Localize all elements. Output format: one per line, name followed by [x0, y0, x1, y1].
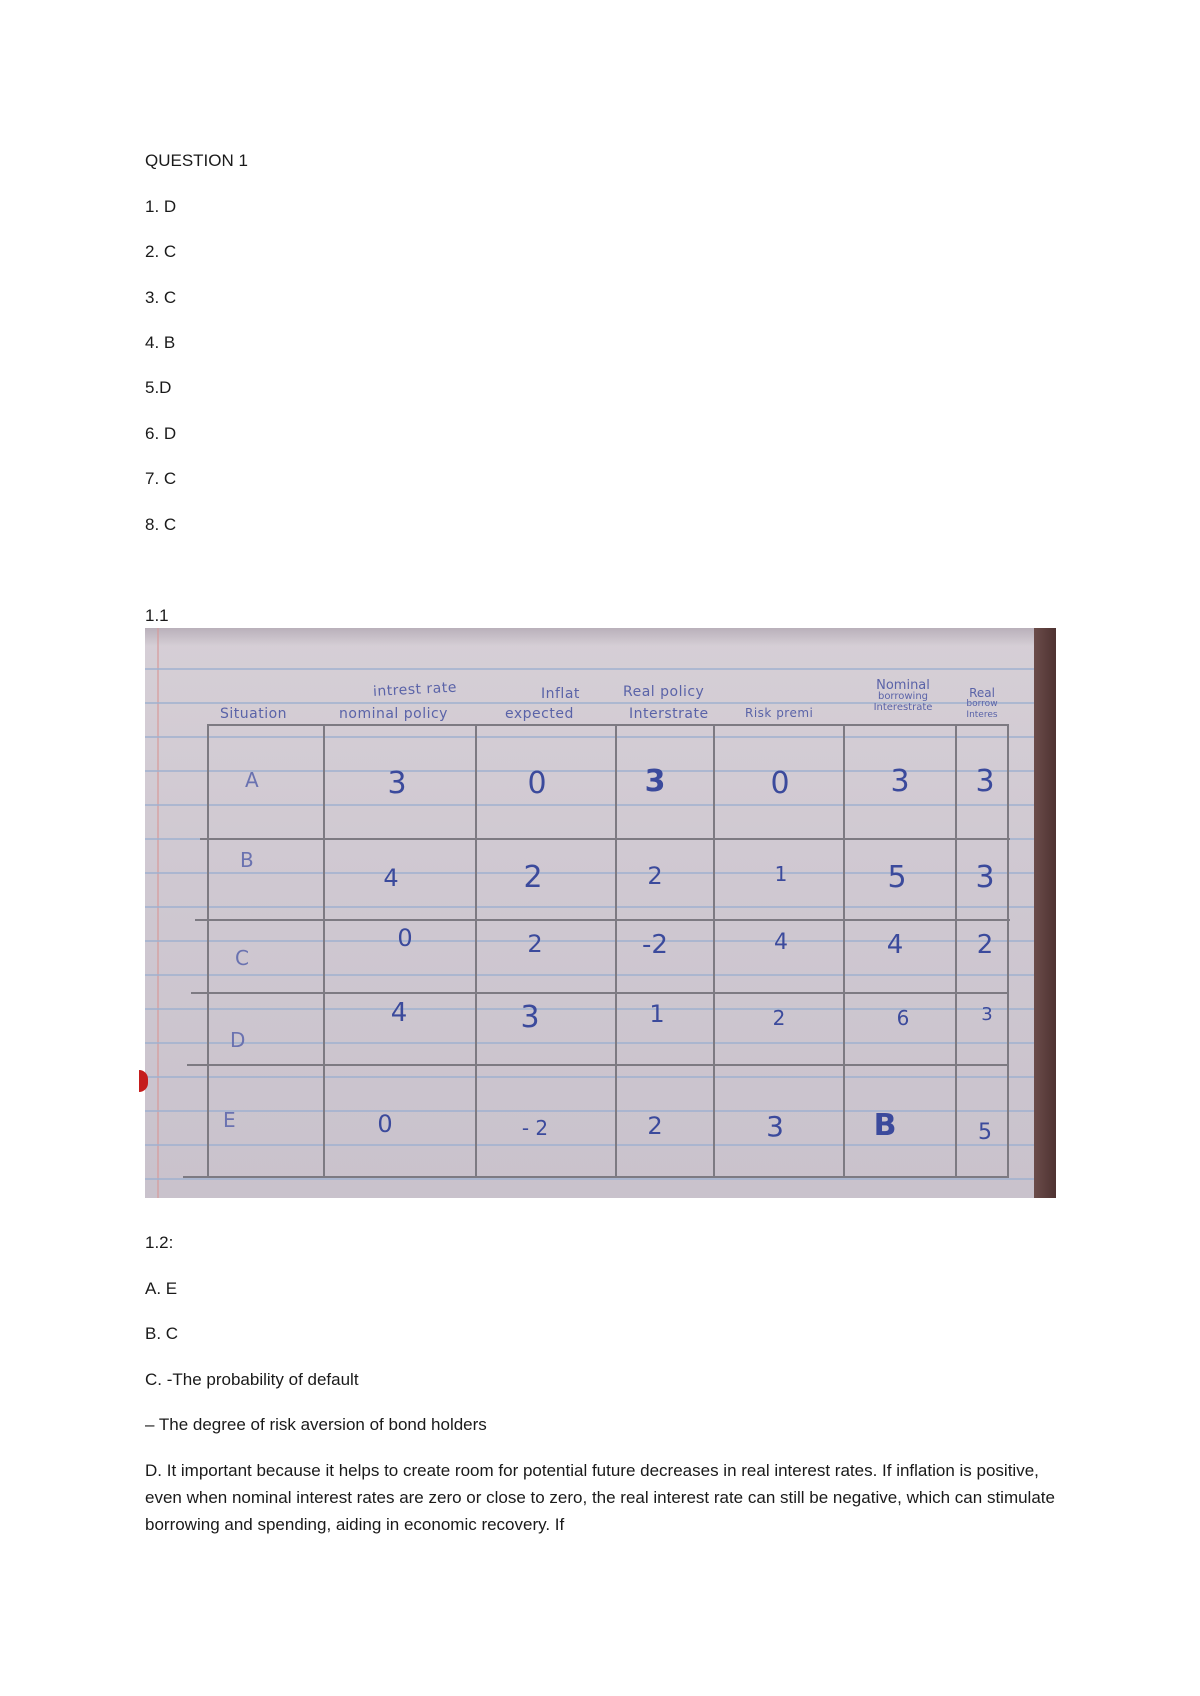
cell-d-1: 4 [390, 998, 408, 1028]
question-heading: QUESTION 1 [145, 151, 248, 170]
paper-shadow [145, 628, 1056, 646]
header-nominal-policy: nominal policy [339, 706, 448, 722]
answer-item: 8. C [145, 515, 177, 534]
answer-item: 5.D [145, 378, 172, 397]
cell-c-4: 4 [774, 930, 788, 955]
cell-c-1: 0 [397, 924, 413, 952]
cell-a-4: 0 [770, 766, 790, 801]
cell-e-5: B [873, 1108, 897, 1143]
cell-b-4: 1 [774, 862, 788, 886]
header-interest-rate: intrest rate [372, 679, 458, 700]
table-edge [1034, 628, 1056, 1198]
answer-item: 1. D [145, 197, 177, 216]
header-interest-rate-2: Interstrate [629, 706, 709, 722]
answer-item: 7. C [145, 469, 177, 488]
row-label-a: A [245, 768, 259, 792]
row-label-d: D [230, 1028, 246, 1052]
cell-e-6: 5 [978, 1120, 992, 1145]
cell-a-5: 3 [890, 764, 910, 799]
cell-a-3: 3 [644, 764, 666, 799]
cell-b-3: 2 [647, 862, 663, 890]
answer-item: 2. C [145, 242, 177, 261]
cell-b-5: 5 [887, 860, 907, 895]
cell-c-6: 2 [976, 930, 994, 960]
cell-a-6: 3 [975, 764, 995, 799]
answer-item: 3. C [145, 288, 177, 307]
cell-b-6: 3 [975, 860, 995, 895]
section-label-1-1: 1.1 [145, 606, 169, 625]
cell-e-2: - 2 [521, 1116, 549, 1140]
header-inflation: Inflat [541, 686, 580, 702]
cell-d-4: 2 [772, 1006, 786, 1030]
handwritten-table-photo [145, 628, 1056, 1198]
part-c-item-1: C. -The probability of default [145, 1370, 359, 1389]
header-expected: expected [505, 706, 574, 722]
cell-c-3: -2 [642, 930, 668, 960]
cell-c-5: 4 [886, 930, 904, 960]
cell-d-2: 3 [520, 1000, 540, 1035]
answer-item: 6. D [145, 424, 177, 443]
cell-b-1: 4 [383, 864, 399, 892]
cell-d-5: 6 [896, 1006, 910, 1030]
cell-b-2: 2 [523, 860, 543, 895]
section-label-1-2: 1.2: [145, 1233, 174, 1252]
part-b-answer: B. C [145, 1324, 179, 1343]
header-risk-premium: Risk premi [745, 706, 814, 720]
row-label-c: C [235, 946, 249, 970]
cell-a-2: 0 [527, 766, 547, 801]
margin-line [157, 628, 159, 1198]
answer-item: 4. B [145, 333, 176, 352]
cell-d-3: 1 [649, 1000, 665, 1028]
header-situation: Situation [220, 706, 288, 722]
header-real-policy: Real policy [623, 684, 705, 700]
cell-e-4: 3 [766, 1110, 784, 1143]
part-d-paragraph: D. It important because it helps to create room for potential future decreases in real interest rates. If inflation is positive, even when nominal interest rates are zero or close to zero, the real interest rate can still be negative, which can stimulate borrowing and spending, aiding in economic recovery. If [145, 1461, 1055, 1534]
cell-e-1: 0 [377, 1110, 393, 1138]
part-a-answer: A. E [145, 1279, 178, 1298]
row-label-e: E [223, 1108, 236, 1132]
row-label-b: B [240, 848, 254, 872]
header-nominal-borrowing: Nominal borrowing Interestrate [873, 678, 933, 713]
cell-c-2: 2 [527, 930, 543, 958]
cell-d-6: 3 [981, 1004, 993, 1025]
part-c-item-2: – The degree of risk aversion of bond holders [145, 1415, 487, 1434]
cell-a-1: 3 [387, 766, 407, 801]
cell-e-3: 2 [647, 1112, 663, 1140]
header-real-borrowing: Real borrow Interes [966, 686, 998, 720]
